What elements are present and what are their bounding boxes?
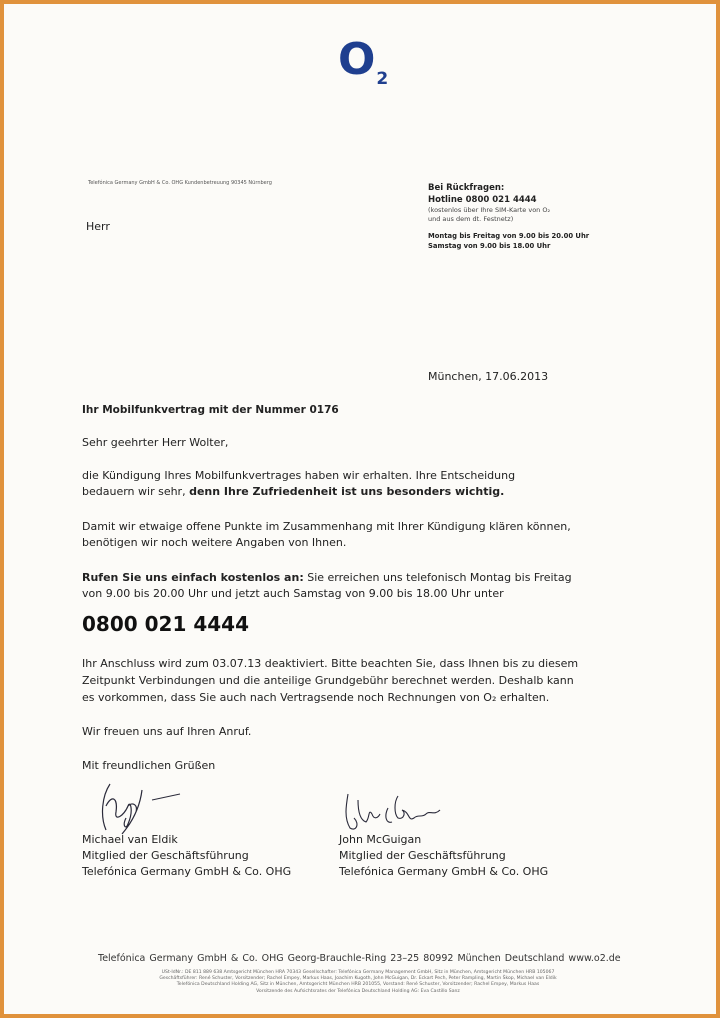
salutation: Sehr geehrter Herr Wolter, — [82, 436, 229, 449]
signatory-2-name: John McGuigan — [339, 833, 422, 846]
footer-legal: USt-IdNr.: DE 811 889 638 Amtsgericht München HRA 70343 Gesellschafter: Telefónica Germany Management GmbH, Sitz in München, Amtsgericht München HRB 105067 Geschäftsführer: René Schuster, Vorsitzender; Rachel Empey, Markus Haas, Joachim Kugoth, John McGuigan, Dr. Eckart Pech, Peter Rampling, Martin Škop, Michael van Eldik Telefónica Deutschland Holding AG, Sitz in München, Amtsgericht München HRB 201055, Vorstand: René Schuster, Vorsitzender; Rachel Empey, Markus Haas Vorsitzende des Aufsichtsrates der Telefónica Deutschland Holding AG: Eva Castillo Sanz — [159, 970, 557, 994]
signatory-1-name: Michael van Eldik — [82, 833, 178, 846]
signature-van-eldik — [82, 776, 192, 838]
contact-heading: Bei Rückfragen: — [428, 183, 505, 193]
paragraph-3-line-1: Rufen Sie uns einfach kostenlos an: Sie erreichen uns telefonisch Montag bis Freitag — [82, 571, 572, 584]
contact-box — [428, 182, 668, 251]
signatory-2-role: Mitglied der Geschäftsführung — [339, 849, 506, 862]
recipient-salutation: Herr — [86, 220, 110, 233]
paragraph-1-line-2: bedauern wir sehr, denn Ihre Zufriedenheit ist uns besonders wichtig. — [82, 485, 505, 498]
letter-body — [82, 402, 592, 602]
signatory-1-role: Mitglied der Geschäftsführung — [82, 849, 249, 862]
signatory-1 — [82, 832, 291, 880]
hours-saturday: Samstag von 9.00 bis 18.00 Uhr — [428, 242, 551, 250]
footer-address: Telefónica Germany GmbH & Co. OHG Georg-Brauchle-Ring 23–25 80992 München Deutschland www.o2.de — [98, 953, 621, 964]
letter-subject: Ihr Mobilfunkvertrag mit der Nummer 0176 — [82, 404, 339, 416]
hotline-number: Hotline 0800 021 4444 — [428, 195, 537, 205]
o2-logo: O2 — [338, 34, 389, 89]
paragraph-5: Wir freuen uns auf Ihren Anruf. — [82, 725, 252, 738]
closing-phrase: Mit freundlichen Grüßen — [82, 759, 216, 772]
signatory-1-company: Telefónica Germany GmbH & Co. OHG — [82, 865, 292, 878]
hours-weekdays: Montag bis Freitag von 9.00 bis 20.00 Uhr — [428, 232, 590, 240]
sender-address-line: Telefónica Germany GmbH & Co. OHG Kundenbetreuung 90345 Nürnberg — [88, 180, 272, 186]
paragraph-1-line-1: die Kündigung Ihres Mobilfunkvertrages haben wir erhalten. Ihre Entscheidung — [82, 469, 516, 482]
hotline-phone-large: 0800 021 4444 — [82, 612, 250, 636]
hotline-hours — [428, 231, 668, 251]
signatory-2 — [339, 832, 548, 880]
signatory-2-company: Telefónica Germany GmbH & Co. OHG — [339, 865, 549, 878]
letter-date: München, 17.06.2013 — [428, 370, 549, 383]
paragraph-4: Ihr Anschluss wird zum 03.07.13 deaktiviert. Bitte beachten Sie, dass Ihnen bis zu diesem Zeitpunkt Verbindungen und die anteilige Grundgebühr berechnet werden. Deshalb kann es vorkommen, dass Sie auch nach Vertragsende noch Rechnungen von O₂ erhalten. — [82, 657, 579, 704]
signature-mcguigan — [336, 788, 456, 836]
paragraph-3-line-2: von 9.00 bis 20.00 Uhr und jetzt auch Samstag von 9.00 bis 18.00 Uhr unter — [82, 587, 504, 600]
paragraph-2-line-2: benötigen wir noch weitere Angaben von Ihnen. — [82, 536, 347, 549]
hotline-note-1: (kostenlos über Ihre SIM-Karte von O₂ — [428, 206, 551, 214]
hotline-note-2: und aus dem dt. Festnetz) — [428, 215, 514, 223]
paragraph-2-line-1: Damit wir etwaige offene Punkte im Zusammenhang mit Ihrer Kündigung klären können, — [82, 520, 571, 533]
